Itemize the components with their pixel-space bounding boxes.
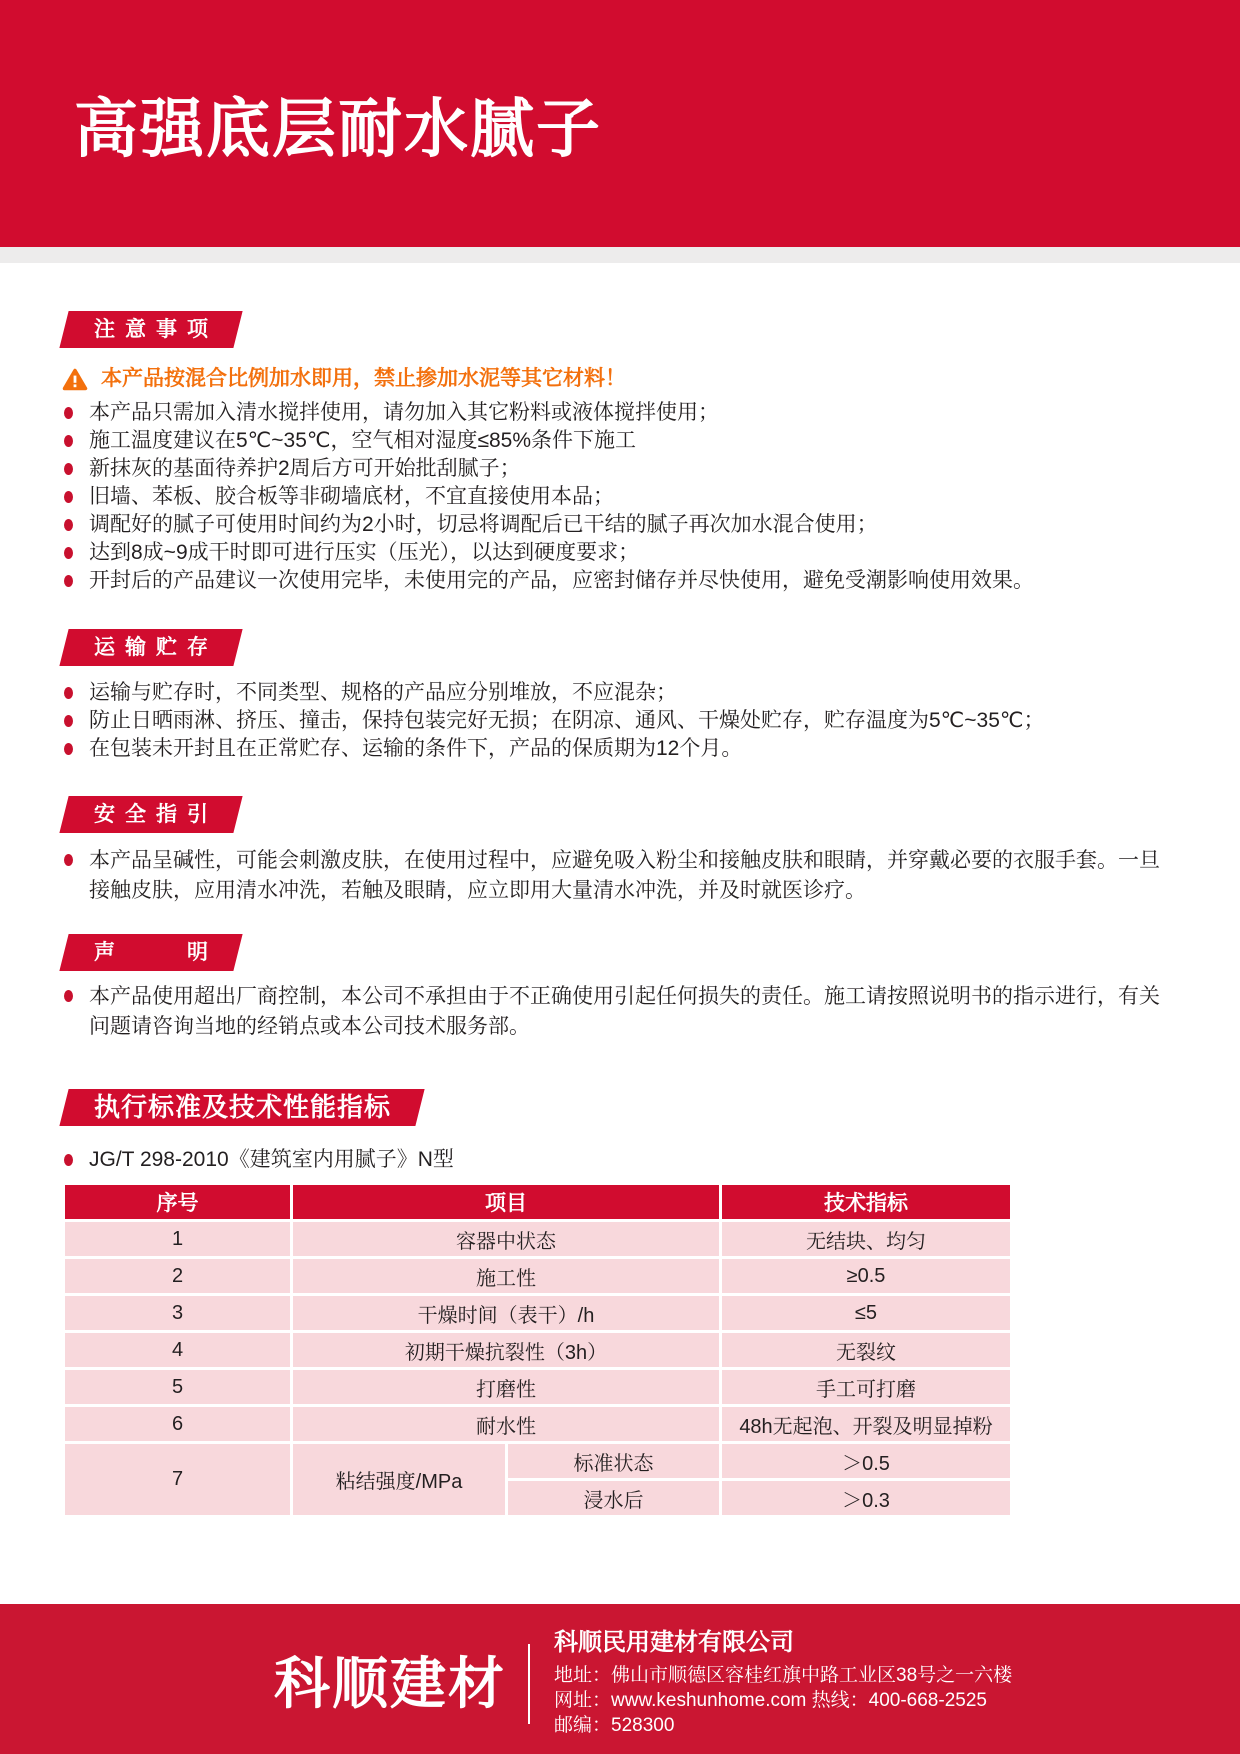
notice-item: 旧墙、苯板、胶合板等非砌墙底材，不宜直接使用本品； xyxy=(64,483,1180,511)
footer-logo-area xyxy=(0,1652,506,1715)
company-logo: 科顺建材 xyxy=(274,1652,506,1715)
banner-divider-strip xyxy=(0,247,1240,263)
table-header-row xyxy=(64,1184,1012,1221)
table-row xyxy=(64,1221,1012,1258)
table-row xyxy=(64,1369,1012,1406)
table-header-serial: 序号 xyxy=(64,1184,292,1221)
company-name: 科顺民用建材有限公司 xyxy=(554,1629,794,1656)
footer-info xyxy=(530,1630,1012,1738)
content-area xyxy=(0,311,1240,1518)
section-heading-label: 安全指引 xyxy=(94,803,218,826)
section-storage-heading-row xyxy=(58,629,1180,666)
cell-serial: 7 xyxy=(64,1443,292,1517)
table-row xyxy=(64,1295,1012,1332)
cell-item: 初期干燥抗裂性（3h） xyxy=(292,1332,721,1369)
cell-value: ≤5 xyxy=(721,1295,1012,1332)
section-heading-notice xyxy=(59,311,242,348)
section-heading-label: 注意事项 xyxy=(94,318,218,341)
cell-serial: 5 xyxy=(64,1369,292,1406)
notice-item: 调配好的腻子可使用时间约为2小时，切忌将调配后已干结的腻子再次加水混合使用； xyxy=(64,511,1180,539)
cell-item: 施工性 xyxy=(292,1258,721,1295)
warning-text: 本产品按混合比例加水即用，禁止掺加水泥等其它材料！ xyxy=(101,367,626,390)
cell-serial: 1 xyxy=(64,1221,292,1258)
storage-list xyxy=(64,679,1180,763)
storage-item: 运输与贮存时，不同类型、规格的产品应分别堆放，不应混杂； xyxy=(64,679,1180,707)
section-heading-safety xyxy=(59,796,242,833)
address-line: 地址：佛山市顺德区容桂红旗中路工业区38号之一六楼 xyxy=(554,1665,1013,1686)
cell-serial: 2 xyxy=(64,1258,292,1295)
website-hotline-line: 网址：www.keshunhome.com 热线：400-668-2525 xyxy=(554,1690,987,1711)
standard-reference: JG/T 298-2010《建筑室内用腻子》N型 xyxy=(64,1146,1180,1174)
section-heading-storage xyxy=(59,629,242,666)
section-safety-heading-row xyxy=(58,796,1180,833)
cell-serial: 6 xyxy=(64,1406,292,1443)
table-row xyxy=(64,1406,1012,1443)
header-banner xyxy=(0,0,1240,247)
page-title: 高强底层耐水腻子 xyxy=(74,92,602,165)
notice-item: 新抹灰的基面待养护2周后方可开始批刮腻子； xyxy=(64,455,1180,483)
cell-value: ≥0.5 xyxy=(721,1258,1012,1295)
cell-value: ＞0.5 xyxy=(721,1443,1012,1480)
cell-item: 耐水性 xyxy=(292,1406,721,1443)
section-heading-label: 执行标准及技术性能指标 xyxy=(94,1092,392,1122)
cell-value: 48h无起泡、开裂及明显掉粉 xyxy=(721,1406,1012,1443)
cell-item: 粘结强度/MPa xyxy=(292,1443,507,1517)
notice-list xyxy=(64,399,1180,595)
cell-value: 无裂纹 xyxy=(721,1332,1012,1369)
cell-item: 容器中状态 xyxy=(292,1221,721,1258)
notice-item: 本产品只需加入清水搅拌使用，请勿加入其它粉料或液体搅拌使用； xyxy=(64,399,1180,427)
table-header-item: 项目 xyxy=(292,1184,721,1221)
safety-item: 本产品呈碱性，可能会刺激皮肤，在使用过程中，应避免吸入粉尘和接触皮肤和眼睛，并穿戴必要的衣服手套。一旦接触皮肤，应用清水冲洗，若触及眼睛，应立即用大量清水冲洗，并及时就医诊疗。 xyxy=(64,846,1180,906)
footer xyxy=(0,1604,1240,1754)
storage-item: 在包装未开封且在正常贮存、运输的条件下，产品的保质期为12个月。 xyxy=(64,735,1180,763)
cell-item: 打磨性 xyxy=(292,1369,721,1406)
table-row xyxy=(64,1332,1012,1369)
cell-value: ＞0.3 xyxy=(721,1480,1012,1517)
cell-value: 无结块、均匀 xyxy=(721,1221,1012,1258)
statement-item: 本产品使用超出厂商控制，本公司不承担由于不正确使用引起任何损失的责任。施工请按照说明书的指示进行，有关问题请咨询当地的经销点或本公司技术服务部。 xyxy=(64,982,1180,1042)
safety-list xyxy=(64,846,1180,906)
section-heading-label: 运输贮存 xyxy=(94,636,218,659)
section-standards-heading-row xyxy=(58,1089,1180,1126)
table-header-spec: 技术指标 xyxy=(721,1184,1012,1221)
cell-serial: 4 xyxy=(64,1332,292,1369)
standard-reference-list xyxy=(64,1146,1180,1174)
cell-value: 手工可打磨 xyxy=(721,1369,1012,1406)
statement-list xyxy=(64,982,1180,1042)
warning-banner xyxy=(62,367,1180,391)
section-notice-heading-row xyxy=(58,311,1180,348)
cell-serial: 3 xyxy=(64,1295,292,1332)
notice-item: 施工温度建议在5℃~35℃，空气相对湿度≤85%条件下施工 xyxy=(64,427,1180,455)
notice-item: 达到8成~9成干时即可进行压实（压光），以达到硬度要求； xyxy=(64,539,1180,567)
section-heading-standards xyxy=(59,1089,424,1126)
table-row xyxy=(64,1443,1012,1480)
cell-item: 干燥时间（表干）/h xyxy=(292,1295,721,1332)
table-row xyxy=(64,1258,1012,1295)
warning-triangle-icon xyxy=(62,368,88,391)
section-statement-heading-row xyxy=(58,934,1180,971)
cell-condition: 标准状态 xyxy=(507,1443,721,1480)
cell-condition: 浸水后 xyxy=(507,1480,721,1517)
section-heading-statement xyxy=(59,934,280,971)
postcode-line: 邮编：528300 xyxy=(554,1715,675,1736)
storage-item: 防止日晒雨淋、挤压、撞击，保持包装完好无损；在阴凉、通风、干燥处贮存，贮存温度为5℃~35℃； xyxy=(64,707,1180,735)
notice-item: 开封后的产品建议一次使用完毕，未使用完的产品，应密封储存并尽快使用，避免受潮影响使用效果。 xyxy=(64,567,1180,595)
spec-table xyxy=(62,1182,1013,1518)
section-heading-label: 声明 xyxy=(94,941,280,964)
